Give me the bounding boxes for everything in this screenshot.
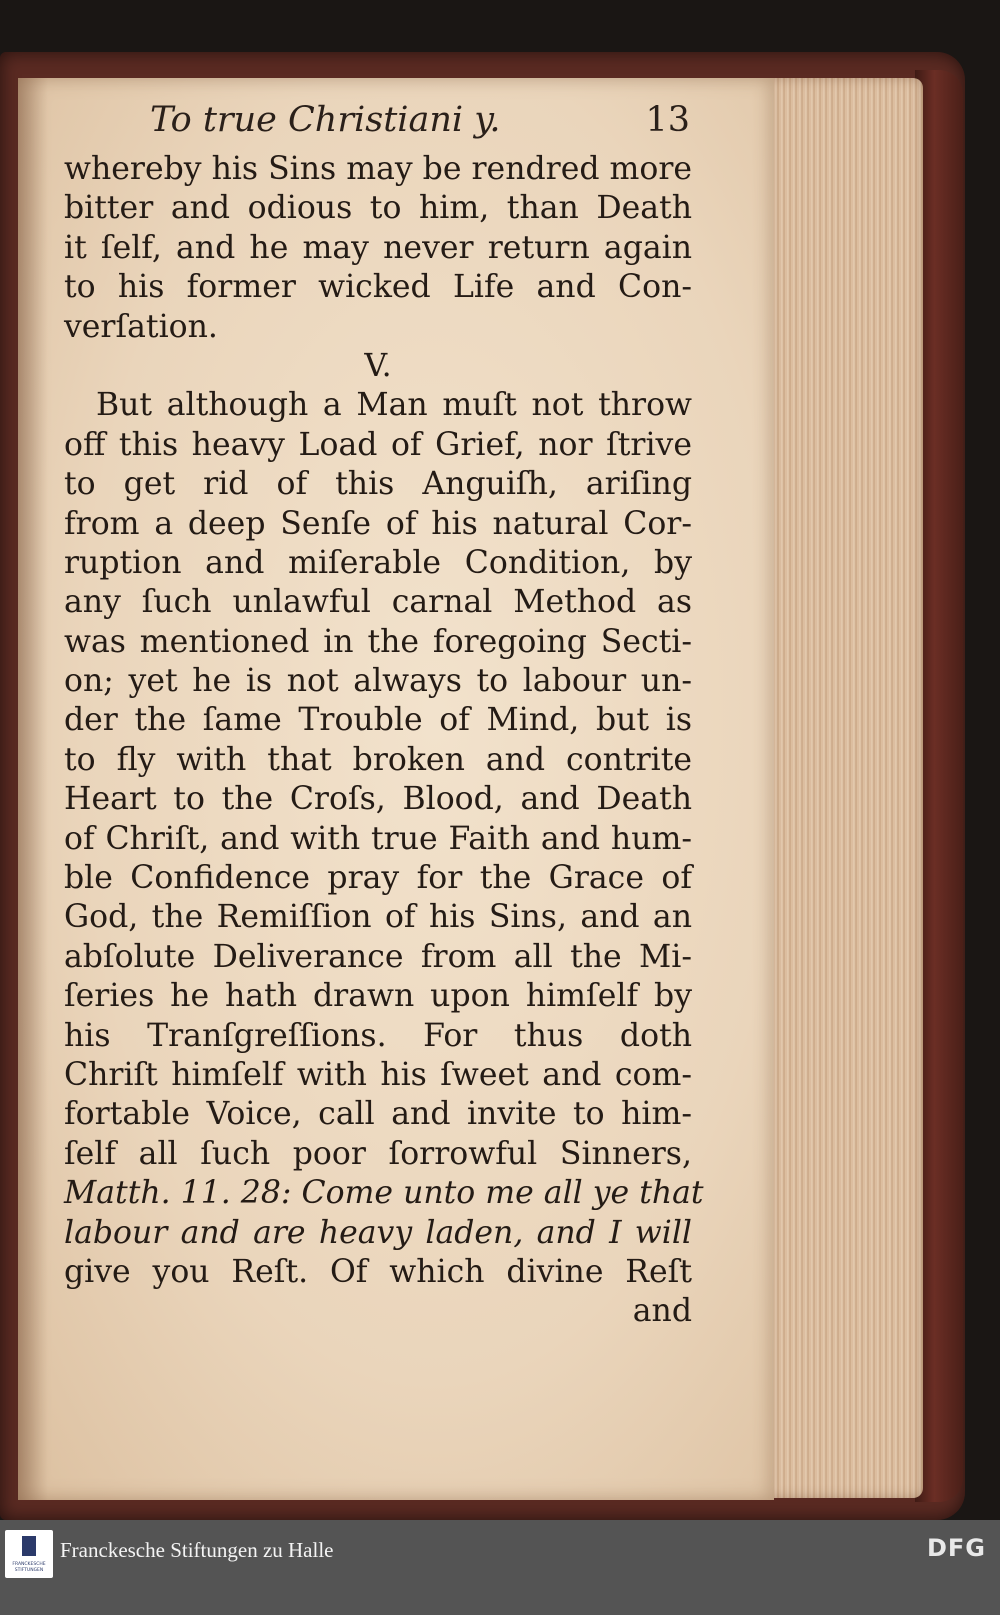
running-title: To true Christiani y.: [150, 100, 501, 140]
text-line: But although a Man muſt not throw: [96, 387, 692, 424]
running-head: [150, 100, 690, 140]
text-line: Chriſt himſelf with his ſweet and com-: [64, 1056, 692, 1093]
text-line: off this heavy Load of Grief, nor ſtrive: [64, 426, 692, 463]
text-line: whereby his Sins may be rendred more: [64, 151, 693, 187]
text-line: Matth. 11. 28: Come unto me all ye that: [64, 1175, 704, 1212]
institution-logo: [5, 1530, 53, 1578]
text-line: Heart to the Croſs, Blood, and Death: [64, 781, 692, 818]
text-line: ruption and miſerable Condition, by: [64, 544, 692, 581]
text-line: abſolute Deliverance from all the Mi-: [64, 938, 692, 975]
text-line: ſelf all ſuch poor ſorrowful Sinners,: [64, 1135, 692, 1172]
text-line: bitter and odious to him, than Death: [64, 190, 692, 227]
text-line: God, the Remiſſion of his Sins, and an: [64, 899, 692, 936]
text-line: was mentioned in the foregoing Secti-: [64, 623, 692, 660]
text-line: ſeries he hath drawn upon himſelf by: [64, 978, 692, 1015]
catchword: and: [632, 1293, 692, 1330]
text-line: give you Reſt. Of which divine Reſt: [64, 1253, 692, 1290]
page-gutter-shadow: [18, 78, 48, 1500]
logo-text: FRANCKESCHE STIFTUNGEN: [12, 1562, 46, 1573]
text-line: to fly with that broken and contrite: [64, 741, 692, 778]
text-line: to his former wicked Life and Con-: [64, 269, 692, 306]
text-line: of Chriſt, and with true Faith and hum-: [64, 820, 692, 857]
text-line: ble Confidence pray for the Grace of: [64, 860, 692, 897]
dfg-logo[interactable]: DFG: [926, 1534, 986, 1562]
institution-name[interactable]: Franckesche Stiftungen zu Halle: [60, 1538, 334, 1562]
page-fore-edge: [768, 78, 923, 1498]
text-line: his Tranſgreſſions. For thus doth: [64, 1017, 692, 1054]
text-block: [64, 150, 704, 1332]
text-line: labour and are heavy laden, and I will: [64, 1214, 692, 1251]
text-line: it ſelf, and he may never return again: [64, 229, 692, 266]
building-icon: [22, 1536, 36, 1556]
page-number: 13: [645, 100, 690, 140]
text-line: to get rid of this Anguiſh, ariſing: [64, 466, 692, 503]
section-number: V.: [364, 347, 392, 384]
text-line: fortable Voice, call and invite to him-: [64, 1096, 692, 1133]
text-line: on; yet he is not always to labour un-: [64, 663, 692, 700]
footer-bar: [0, 1520, 1000, 1615]
text-line: verſation.: [64, 308, 218, 345]
text-line: any ſuch unlawful carnal Method as: [64, 584, 692, 621]
text-line: der the ſame Trouble of Mind, but is: [64, 702, 692, 739]
text-line: from a deep Senſe of his natural Cor-: [64, 505, 692, 542]
